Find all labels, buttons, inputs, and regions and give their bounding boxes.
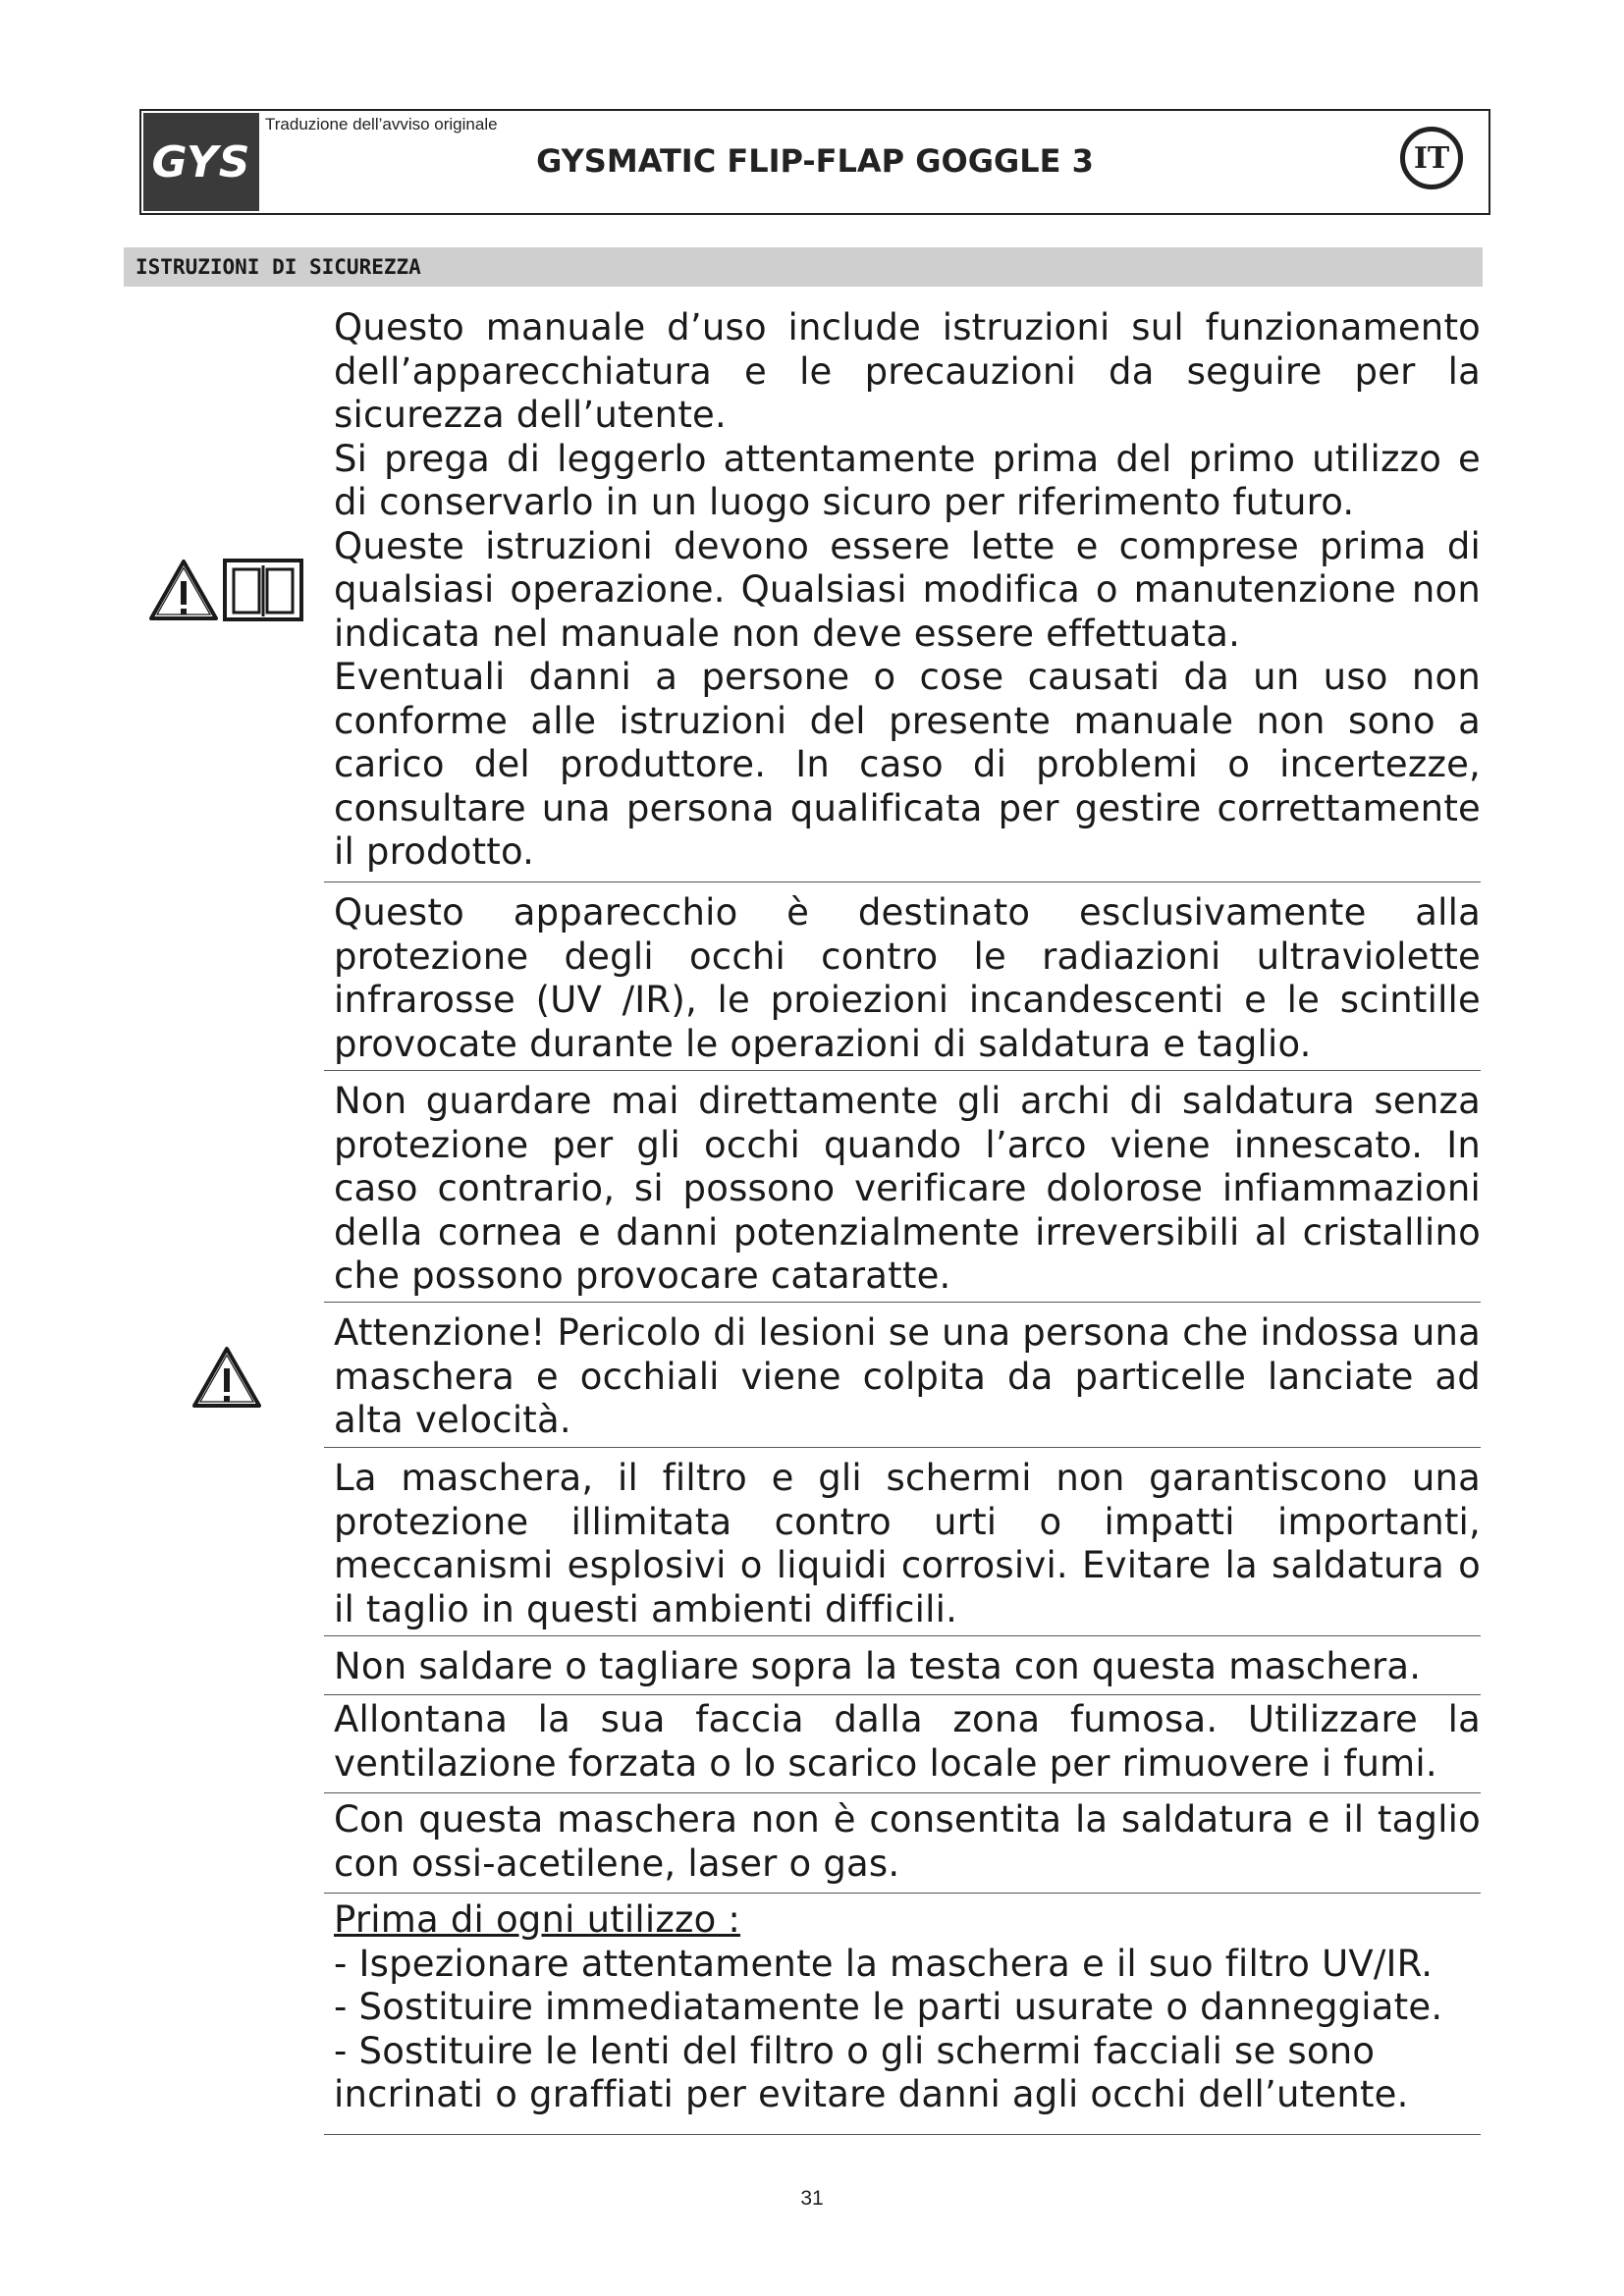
intro-block bbox=[334, 306, 1481, 875]
overhead-block bbox=[334, 1645, 1481, 1689]
manual-book-icon bbox=[222, 558, 304, 622]
warning-block bbox=[334, 1311, 1481, 1443]
purpose-block bbox=[334, 891, 1481, 1066]
divider bbox=[324, 1893, 1481, 1894]
fumes-block bbox=[334, 1698, 1481, 1786]
before-use-block bbox=[334, 1898, 1481, 2117]
divider bbox=[324, 1635, 1481, 1636]
limits-block bbox=[334, 1457, 1481, 1631]
arcs-text: Non guardare mai direttamente gli archi di saldatura senza protezione per gli occhi quando l’arco viene innescato. In caso contrario, si possono verificare dolorose infiammazioni della cornea e danni potenzialmente irreversibili al cristallino che possono provocare cataratte. bbox=[334, 1080, 1481, 1297]
arcs-block bbox=[334, 1080, 1481, 1299]
document-header bbox=[139, 109, 1490, 215]
divider bbox=[324, 881, 1481, 882]
overhead-text: Non saldare o tagliare sopra la testa con questa maschera. bbox=[334, 1645, 1422, 1687]
section-title: ISTRUZIONI DI SICUREZZA bbox=[124, 247, 1483, 287]
divider bbox=[324, 1070, 1481, 1071]
warning-triangle-icon bbox=[147, 558, 220, 622]
header-subtitle: Traduzione dell’avviso originale bbox=[265, 115, 498, 133]
language-badge: IT bbox=[1400, 127, 1463, 189]
document-title: GYSMATIC FLIP-FLAP GOGGLE 3 bbox=[536, 142, 1094, 180]
intro-paragraph-1: Questo manuale d’uso include istruzioni sul funzionamento dell’apparecchiatura e le precauzioni da seguire per la sicurezza dell’utente. bbox=[334, 306, 1481, 436]
fumes-text: Allontana la sua faccia dalla zona fumosa. Utilizzare la ventilazione forzata o lo scarico locale per rimuovere i fumi. bbox=[334, 1698, 1481, 1785]
divider bbox=[324, 1792, 1481, 1793]
logo-text: GYS bbox=[151, 136, 251, 187]
page-number: 31 bbox=[800, 2187, 824, 2210]
before-use-item: - Ispezionare attentamente la maschera e il suo filtro UV/IR. bbox=[334, 1942, 1434, 1985]
intro-paragraph-4: Eventuali danni a persone o cose causati da un uso non conforme alle istruzioni del presente manuale non sono a carico del produttore. In caso di problemi o incertezze, consultare una persona qualificata per gestire correttamente il prodotto. bbox=[334, 656, 1481, 873]
before-use-heading: Prima di ogni utilizzo : bbox=[334, 1898, 741, 1941]
intro-paragraph-3: Queste istruzioni devono essere lette e comprese prima di qualsiasi operazione. Qualsiasi modifica o manutenzione non indicata nel manuale non deve essere effettuata. bbox=[334, 524, 1481, 655]
divider bbox=[324, 2134, 1481, 2135]
before-use-item: - Sostituire immediatamente le parti usurate o danneggiate. bbox=[334, 1986, 1443, 2028]
purpose-text: Questo apparecchio è destinato esclusivamente alla protezione degli occhi contro le radiazioni ultraviolette infrarosse (UV /IR), le proiezioni incandescenti e le scintille provocate durante le operazioni di saldatura e taglio. bbox=[334, 891, 1481, 1065]
divider bbox=[324, 1694, 1481, 1695]
divider bbox=[324, 1447, 1481, 1448]
gas-text: Con questa maschera non è consentita la saldatura e il taglio con ossi-acetilene, laser o gas. bbox=[334, 1798, 1481, 1885]
gas-block bbox=[334, 1798, 1481, 1886]
warning-triangle-icon bbox=[190, 1345, 263, 1410]
warning-text: Attenzione! Pericolo di lesioni se una persona che indossa una maschera e occhiali viene colpita da particelle lanciate ad alta velocità. bbox=[334, 1311, 1481, 1441]
divider bbox=[324, 1302, 1481, 1303]
before-use-item: - Sostituire le lenti del filtro o gli schermi facciali se sono incrinati o graffiati per evitare danni agli occhi dell’utente. bbox=[334, 2029, 1409, 2115]
intro-paragraph-2: Si prega di leggerlo attentamente prima del primo utilizzo e di conservarlo in un luogo sicuro per riferimento futuro. bbox=[334, 437, 1481, 523]
limits-text: La maschera, il filtro e gli schermi non garantiscono una protezione illimitata contro urti o impatti importanti, meccanismi esplosivi o liquidi corrosivi. Evitare la saldatura o il taglio in questi ambienti difficili. bbox=[334, 1457, 1481, 1630]
